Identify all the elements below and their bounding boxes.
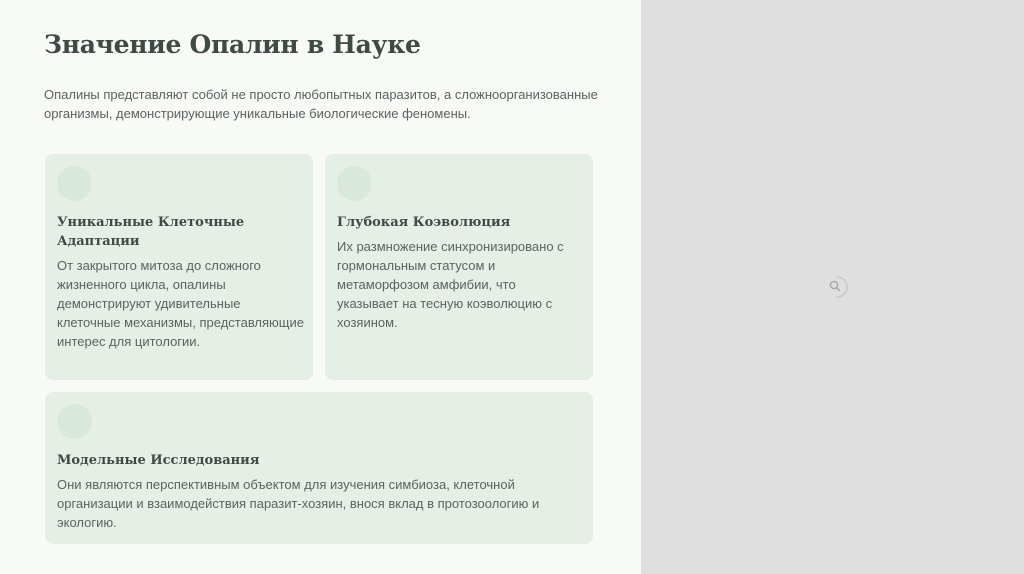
card-model-research (45, 392, 593, 544)
card-title: Модельные Исследования (57, 453, 260, 468)
slide-title: Значение Опалин в Науке (44, 30, 421, 59)
card-text: От закрытого митоза до сложного жизненного цикла, опалины демонстрируют удивительные клеточные механизмы, представляющие интерес для цитологии. (57, 258, 304, 349)
zoom-loading-icon[interactable] (826, 276, 848, 298)
image-placeholder-panel (641, 0, 1024, 574)
circle-icon (57, 404, 92, 439)
card-cellular-adaptations (45, 154, 313, 380)
card-coevolution (325, 154, 593, 380)
circle-icon (57, 166, 92, 201)
card-title: Глубокая Коэволюция (337, 215, 511, 230)
slide-intro: Опалины представляют собой не просто любопытных паразитов, а сложноорганизованные организмы, демонстрирующие уникальные биологические феномены. (44, 87, 598, 121)
circle-icon (337, 166, 372, 201)
card-text: Они являются перспективным объектом для изучения симбиоза, клеточной организации и взаимодействия паразит-хозяин, внося вклад в протозоологию и экологию. (57, 477, 540, 530)
card-title: Уникальные Клеточные Адаптации (57, 215, 245, 249)
card-text: Их размножение синхронизировано с гормональным статусом и метаморфозом амфибии, что указывает на тесную коэволюцию с хозяином. (337, 239, 564, 330)
